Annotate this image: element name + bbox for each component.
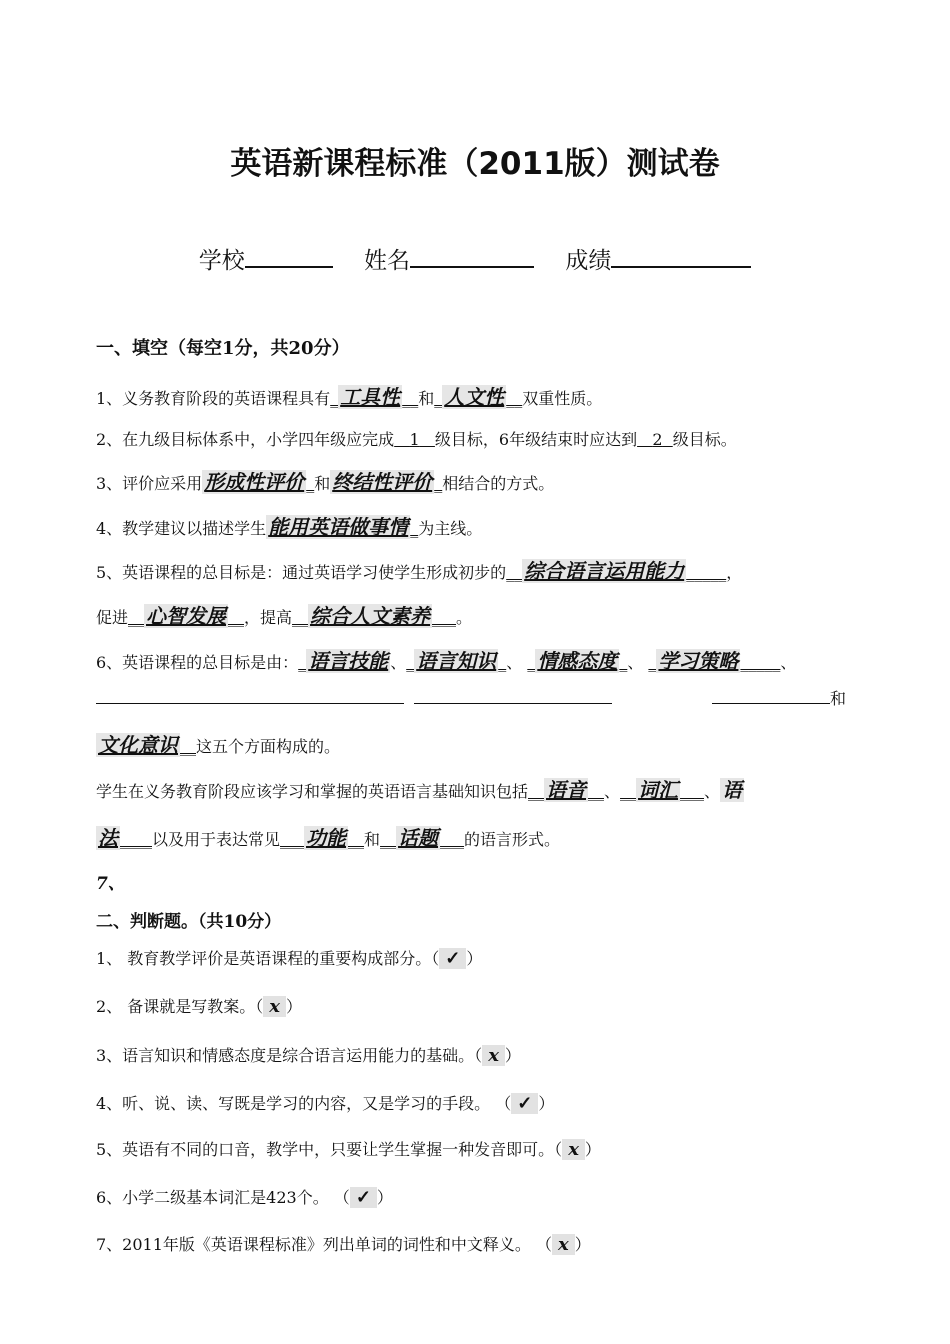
- section1-heading: 一、填空（每空1分，共20分）: [96, 338, 350, 359]
- tf-end: ）: [538, 1094, 555, 1113]
- q7-answer5: 话题: [398, 826, 439, 850]
- q5-text: 5、英语课程的总目标是：通过英语学习使学生形成初步的: [96, 563, 507, 582]
- q5-answer1: 综合语言运用能力: [524, 559, 685, 583]
- tf-end: ）: [466, 949, 483, 968]
- q7-answer4: 功能: [306, 826, 347, 850]
- q7-text: 学生在义务教育阶段应该学习和掌握的英语语言基础知识包括: [96, 782, 529, 801]
- tf-text: 2、 备课就是写教案。（: [96, 997, 264, 1016]
- school-label: 学校: [198, 248, 245, 274]
- q5-text-c: 促进: [96, 608, 129, 627]
- school-blank[interactable]: [245, 244, 333, 268]
- q5-text-b: ，: [726, 563, 743, 582]
- tf-end: ）: [584, 1140, 601, 1159]
- tf-text: 3、语言知识和情感态度是综合语言运用能力的基础。（: [96, 1046, 483, 1065]
- q2-text-b: 级目标，6年级结束时应达到: [434, 430, 638, 449]
- q1-text-b: 和: [418, 389, 435, 408]
- q4-answer1: 能用英语做事情: [268, 515, 409, 539]
- blank-line: [712, 689, 830, 704]
- tf-item-2: [96, 994, 302, 1017]
- cross-mark-icon: x: [263, 996, 286, 1017]
- q5-text-d: ，提高: [244, 608, 293, 627]
- q5-line1: 5、英语课程的总目标是：通过英语学习使学生形成初步的__ 综合语言运用能力 _____，: [96, 559, 743, 583]
- q5-answer3: 综合人文素养: [310, 604, 431, 628]
- q1-answer1: 工具性: [340, 385, 401, 409]
- q6-answer4: 学习策略: [658, 649, 739, 673]
- q2-answer1: 1: [409, 430, 420, 449]
- tf-text: 5、英语有不同的口音，教学中，只要让学生掌握一种发音即可。（: [96, 1140, 563, 1159]
- q7-number: 7、: [96, 874, 125, 894]
- tf-end: ）: [504, 1046, 521, 1065]
- q7-answer3b: 法: [98, 826, 118, 850]
- q4-text: 4、教学建议以描述学生: [96, 519, 267, 538]
- q3-answer2: 终结性评价: [332, 470, 433, 494]
- q6-sep1: 、: [390, 653, 407, 672]
- tf-item-1: [96, 946, 482, 969]
- tf-text: 6、小学二级基本词汇是423个。 （: [96, 1188, 350, 1207]
- q6-sep3: 、: [627, 653, 644, 672]
- score-label: 成绩: [565, 248, 612, 274]
- q5-answer2: 心智发展: [146, 604, 227, 628]
- q7-text-c: 和: [364, 830, 381, 849]
- tf-item-5: [96, 1137, 601, 1160]
- q3-line: 3、评价应采用 形成性评价 _和 终结性评价 _相结合的方式。: [96, 470, 555, 494]
- tf-text: 7、2011年版《英语课程标准》列出单词的词性和中文释义。 （: [96, 1235, 552, 1254]
- check-mark-icon: ✓: [439, 948, 466, 969]
- q2-text-c: 级目标。: [672, 430, 737, 449]
- q6-answer3: 情感态度: [537, 649, 618, 673]
- q7-line1: 学生在义务教育阶段应该学习和掌握的英语语言基础知识包括__ 语音 __、__ 词汇 ___、 语: [96, 778, 743, 802]
- tf-end: ）: [286, 997, 303, 1016]
- q2-text: 2、在九级目标体系中，小学四年级应完成: [96, 430, 395, 449]
- q3-answer1: 形成性评价: [204, 470, 305, 494]
- q6-line1: 6、英语课程的总目标是由：_ 语言技能 、_ 语言知识 _、 _ 情感态度 _、 _ 学习策略 _____、: [96, 649, 797, 673]
- q2-line: [96, 427, 737, 450]
- q3-text: 3、评价应采用: [96, 474, 203, 493]
- cross-mark-icon: x: [482, 1045, 505, 1066]
- student-info: [0, 242, 950, 275]
- tf-text: 1、 教育教学评价是英语课程的重要构成部分。（: [96, 949, 440, 968]
- blank-line: [96, 689, 404, 704]
- q1-text: 1、义务教育阶段的英语课程具有: [96, 389, 331, 408]
- q7-answer1: 语音: [546, 778, 587, 802]
- tf-end: ）: [376, 1188, 393, 1207]
- q3-text-c: 相结合的方式。: [442, 474, 555, 493]
- q6-answer5: 文化意识: [98, 733, 178, 757]
- q2-answer2: 2: [652, 430, 663, 449]
- q4-line: 4、教学建议以描述学生 能用英语做事情 _为主线。: [96, 515, 483, 539]
- q3-text-b: 和: [314, 474, 331, 493]
- q6-text: 6、英语课程的总目标是由：: [96, 653, 299, 672]
- q6-text-c: 这五个方面构成的。: [196, 737, 341, 756]
- q7-answer3a: 语: [722, 778, 743, 802]
- q6-line2: [96, 686, 846, 709]
- q6-line3: 文化意识 __这五个方面构成的。: [98, 733, 341, 757]
- q1-line: 1、义务教育阶段的英语课程具有_ 工具性 __和_ 人文性 __双重性质。: [96, 385, 603, 409]
- q5-line2: 促进__ 心智发展 __，提高__ 综合人文素养 ___。: [96, 604, 473, 628]
- q1-text-c: 双重性质。: [522, 389, 603, 408]
- q7-sep1: 、: [604, 782, 621, 801]
- q6-answer2: 语言知识: [416, 649, 497, 673]
- tf-end: ）: [574, 1235, 591, 1254]
- q1-answer2: 人文性: [444, 385, 505, 409]
- score-blank[interactable]: [611, 244, 751, 268]
- q7-line2: 法 ____以及用于表达常见___ 功能 __和__ 话题 ___的语言形式。: [98, 826, 561, 850]
- q5-text-e: 。: [456, 608, 473, 627]
- blank-line: [414, 689, 612, 704]
- check-mark-icon: ✓: [350, 1187, 377, 1208]
- tf-item-6: [96, 1185, 393, 1208]
- page-title: 英语新课程标准（2011版）测试卷: [230, 146, 720, 182]
- tf-item-7: [96, 1232, 591, 1255]
- q7-sep2: 、: [704, 782, 721, 801]
- check-mark-icon: ✓: [511, 1093, 538, 1114]
- tf-text: 4、听、说、读、写既是学习的内容，又是学习的手段。 （: [96, 1094, 512, 1113]
- cross-mark-icon: x: [552, 1234, 575, 1255]
- q6-answer1: 语言技能: [308, 649, 389, 673]
- name-label: 姓名: [364, 248, 410, 274]
- tf-item-3: [96, 1043, 521, 1066]
- q6-sep4: 、: [780, 653, 797, 672]
- q4-text-c: 为主线。: [418, 519, 483, 538]
- tf-item-4: [96, 1091, 554, 1114]
- q7-text-b: 以及用于表达常见: [152, 830, 281, 849]
- q6-text-b: 和: [830, 689, 847, 708]
- section2-heading: 二、判断题。（共10分）: [96, 912, 282, 932]
- cross-mark-icon: x: [562, 1139, 585, 1160]
- name-blank[interactable]: [410, 244, 534, 268]
- q7-answer2: 词汇: [638, 778, 679, 802]
- q7-text-d: 的语言形式。: [464, 830, 561, 849]
- q6-sep2: 、: [506, 653, 523, 672]
